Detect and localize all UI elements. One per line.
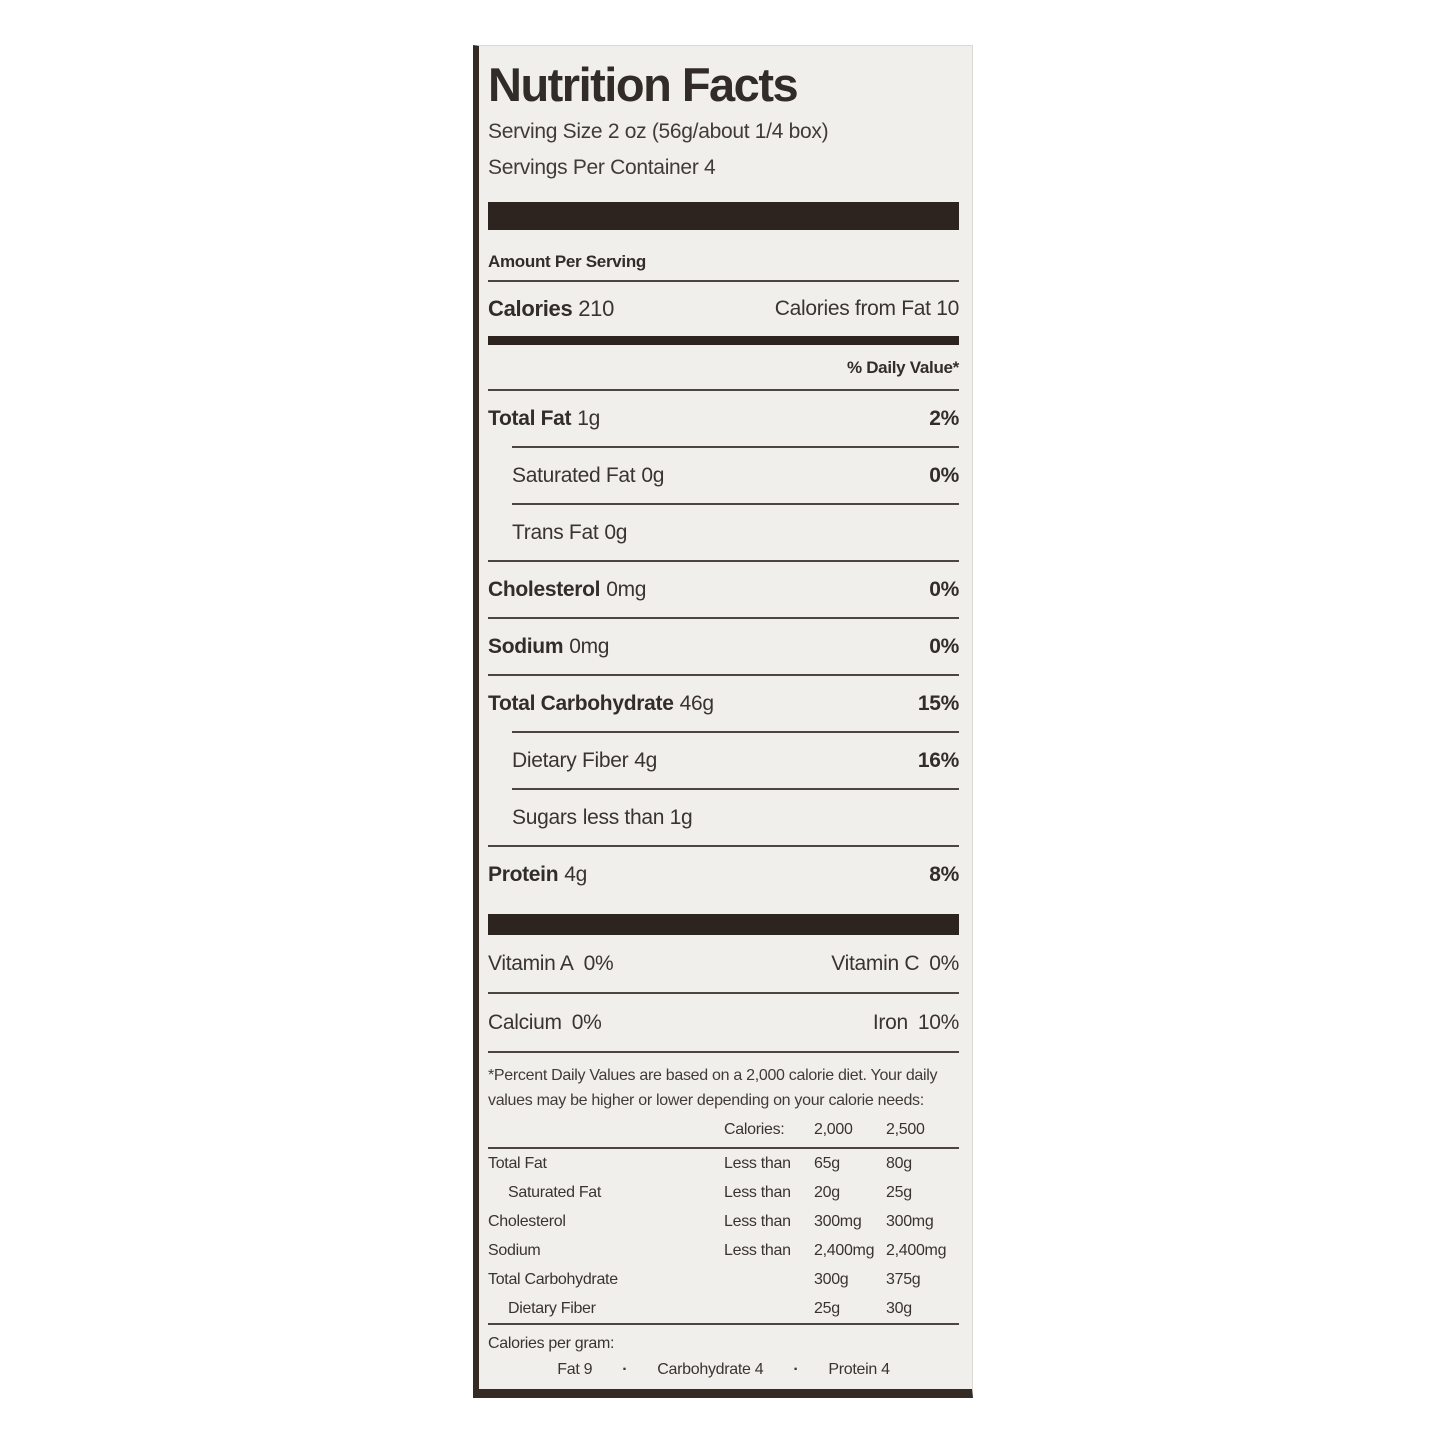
footnote-row-dietary-fiber: Dietary Fiber 25g 30g [508, 1300, 912, 1317]
divider-bar-medium [488, 336, 959, 345]
footnote-row-total-fat: Total Fat Less than 65g 80g [488, 1155, 912, 1172]
calories-per-gram-values [488, 1356, 959, 1384]
calories-from-fat: Calories from Fat 10 [774, 297, 959, 320]
footnote-row-total-carbohydrate: Total Carbohydrate 300g 375g [488, 1271, 921, 1288]
amount-per-serving-label: Amount Per Serving [488, 252, 647, 271]
calories-label: Calories [488, 296, 573, 321]
nutrient-row-sugars: Sugars less than 1g [512, 805, 693, 829]
nutrient-row-cholesterol: Cholesterol 0mg 0% [488, 577, 959, 601]
vitamin-row-2 [488, 994, 959, 1051]
daily-values-footnote [488, 1053, 959, 1113]
calories-value: 210 [578, 296, 615, 321]
footnote-table-header [488, 1113, 959, 1147]
footnote-col-2000: 2,000 [814, 1121, 853, 1138]
vitamin-c: Vitamin C 0% [831, 951, 959, 975]
footnote-col-2500: 2,500 [886, 1121, 925, 1138]
iron: Iron 10% [872, 1010, 959, 1034]
footnote-row-sodium: Sodium Less than 2,400mg 2,400mg [488, 1242, 947, 1259]
nutrient-row-sodium: Sodium 0mg 0% [488, 634, 959, 658]
footnote-row-saturated-fat: Saturated Fat Less than 20g 25g [508, 1184, 912, 1201]
divider-bar-thick-top [488, 202, 959, 230]
serving-size-text: Serving Size 2 oz (56g/about 1/4 box) [488, 120, 829, 143]
nutrition-facts-label [473, 45, 973, 1398]
footnote-line-2: values may be higher or lower depending on your calorie needs: [488, 1092, 924, 1109]
daily-value-header: % Daily Value* [846, 358, 959, 377]
footnote-line-1: *Percent Daily Values are based on a 2,000 calorie diet. Your daily [488, 1067, 938, 1084]
nutrient-row-dietary-fiber: Dietary Fiber 4g 16% [512, 748, 959, 772]
label-title: Nutrition Facts [488, 58, 798, 111]
cpg-separator: · [793, 1361, 799, 1378]
vitamin-row-1 [488, 935, 959, 992]
calories-value-group [488, 296, 614, 322]
cpg-protein: Protein 4 [828, 1361, 890, 1378]
servings-per-container-text: Servings Per Container 4 [488, 156, 716, 179]
nutrient-row-trans-fat: Trans Fat 0g [512, 520, 628, 544]
footnote-calories-label: Calories: [724, 1121, 785, 1138]
cpg-carbohydrate: Carbohydrate 4 [657, 1361, 764, 1378]
footnote-row-cholesterol: Cholesterol Less than 300mg 300mg [488, 1213, 934, 1230]
nutrient-row-total-carbohydrate: Total Carbohydrate 46g 15% [488, 691, 959, 715]
cpg-separator: · [622, 1361, 628, 1378]
divider-bar-thick-bottom [488, 914, 959, 935]
vitamin-a: Vitamin A 0% [488, 951, 614, 975]
calories-per-gram-label: Calories per gram: [488, 1335, 615, 1352]
cpg-fat: Fat 9 [557, 1361, 593, 1378]
nutrient-row-saturated-fat: Saturated Fat 0g 0% [512, 463, 959, 487]
nutrient-row-total-fat: Total Fat 1g 2% [488, 406, 959, 430]
calories-row [488, 282, 959, 336]
calcium: Calcium 0% [488, 1010, 602, 1034]
nutrient-row-protein: Protein 4g 8% [488, 862, 959, 886]
